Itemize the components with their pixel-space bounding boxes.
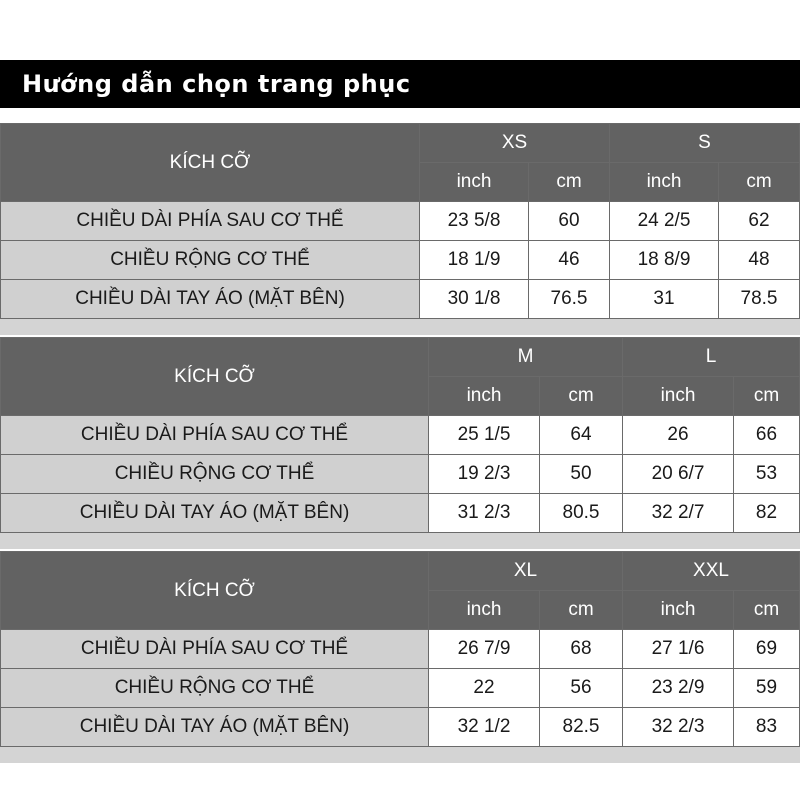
row-label: CHIỀU DÀI TAY ÁO (MẶT BÊN) bbox=[1, 708, 429, 747]
table-cell: 59 bbox=[734, 669, 800, 708]
table-cell: 30 1/8 bbox=[420, 280, 529, 319]
size-column-header: KÍCH CỠ bbox=[1, 124, 420, 202]
page-title: Hướng dẫn chọn trang phục bbox=[0, 60, 800, 108]
table-cell: 27 1/6 bbox=[623, 630, 734, 669]
table-cell: 26 7/9 bbox=[429, 630, 540, 669]
table-cell: 23 5/8 bbox=[420, 202, 529, 241]
unit-header: cm bbox=[734, 377, 800, 416]
table-row bbox=[1, 630, 800, 669]
table-cell: 68 bbox=[540, 630, 623, 669]
table-cell: 50 bbox=[540, 455, 623, 494]
size-header-xxl: XXL bbox=[623, 552, 800, 591]
table-cell: 22 bbox=[429, 669, 540, 708]
table-cell: 18 8/9 bbox=[610, 241, 719, 280]
table-cell: 69 bbox=[734, 630, 800, 669]
table-cell: 20 6/7 bbox=[623, 455, 734, 494]
table-row bbox=[1, 202, 800, 241]
size-table bbox=[0, 551, 800, 747]
size-column-header: KÍCH CỠ bbox=[1, 338, 429, 416]
table-row bbox=[1, 280, 800, 319]
table-cell: 31 2/3 bbox=[429, 494, 540, 533]
table-cell: 83 bbox=[734, 708, 800, 747]
row-label: CHIỀU RỘNG CƠ THỂ bbox=[1, 455, 429, 494]
table-cell: 78.5 bbox=[719, 280, 800, 319]
table-cell: 25 1/5 bbox=[429, 416, 540, 455]
size-header-xs: XS bbox=[420, 124, 610, 163]
unit-header: cm bbox=[734, 591, 800, 630]
table-cell: 56 bbox=[540, 669, 623, 708]
size-table bbox=[0, 123, 800, 319]
size-table bbox=[0, 337, 800, 533]
row-label: CHIỀU DÀI TAY ÁO (MẶT BÊN) bbox=[1, 280, 420, 319]
table-cell: 31 bbox=[610, 280, 719, 319]
unit-header: cm bbox=[529, 163, 610, 202]
table-cell: 62 bbox=[719, 202, 800, 241]
size-header-s: S bbox=[610, 124, 800, 163]
size-table-m-l bbox=[0, 337, 800, 549]
table-cell: 53 bbox=[734, 455, 800, 494]
size-header-l: L bbox=[623, 338, 800, 377]
size-header-m: M bbox=[429, 338, 623, 377]
table-cell: 48 bbox=[719, 241, 800, 280]
row-label: CHIỀU RỘNG CƠ THỂ bbox=[1, 669, 429, 708]
row-label: CHIỀU DÀI TAY ÁO (MẶT BÊN) bbox=[1, 494, 429, 533]
table-row bbox=[1, 669, 800, 708]
row-label: CHIỀU DÀI PHÍA SAU CƠ THỂ bbox=[1, 630, 429, 669]
size-table-xs-s bbox=[0, 123, 800, 335]
unit-header: cm bbox=[540, 377, 623, 416]
unit-header: inch bbox=[623, 591, 734, 630]
size-table-xl-xxl bbox=[0, 551, 800, 763]
table-cell: 60 bbox=[529, 202, 610, 241]
table-cell: 32 2/7 bbox=[623, 494, 734, 533]
table-row bbox=[1, 708, 800, 747]
unit-header: inch bbox=[429, 591, 540, 630]
unit-header: cm bbox=[719, 163, 800, 202]
unit-header: inch bbox=[420, 163, 529, 202]
unit-header: inch bbox=[429, 377, 540, 416]
size-header-xl: XL bbox=[429, 552, 623, 591]
table-row bbox=[1, 416, 800, 455]
table-cell: 24 2/5 bbox=[610, 202, 719, 241]
table-cell: 66 bbox=[734, 416, 800, 455]
table-row bbox=[1, 455, 800, 494]
table-cell: 82.5 bbox=[540, 708, 623, 747]
size-column-header: KÍCH CỠ bbox=[1, 552, 429, 630]
table-cell: 19 2/3 bbox=[429, 455, 540, 494]
unit-header: cm bbox=[540, 591, 623, 630]
table-cell: 64 bbox=[540, 416, 623, 455]
table-row bbox=[1, 494, 800, 533]
row-label: CHIỀU DÀI PHÍA SAU CƠ THỂ bbox=[1, 202, 420, 241]
table-row bbox=[1, 241, 800, 280]
row-label: CHIỀU RỘNG CƠ THỂ bbox=[1, 241, 420, 280]
table-cell: 18 1/9 bbox=[420, 241, 529, 280]
table-cell: 46 bbox=[529, 241, 610, 280]
table-cell: 32 1/2 bbox=[429, 708, 540, 747]
table-cell: 82 bbox=[734, 494, 800, 533]
table-cell: 23 2/9 bbox=[623, 669, 734, 708]
row-label: CHIỀU DÀI PHÍA SAU CƠ THỂ bbox=[1, 416, 429, 455]
table-cell: 80.5 bbox=[540, 494, 623, 533]
unit-header: inch bbox=[623, 377, 734, 416]
table-cell: 76.5 bbox=[529, 280, 610, 319]
table-cell: 26 bbox=[623, 416, 734, 455]
unit-header: inch bbox=[610, 163, 719, 202]
table-cell: 32 2/3 bbox=[623, 708, 734, 747]
